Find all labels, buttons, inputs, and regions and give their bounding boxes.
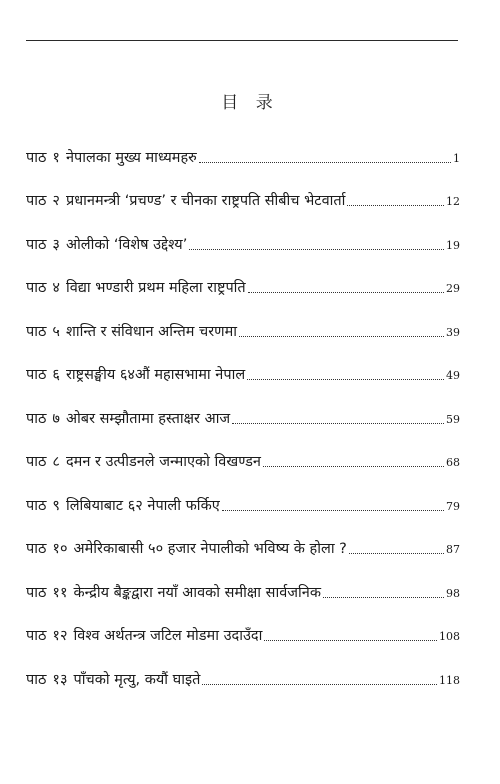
lesson-title: अमेरिकाबासी ५० हजार नेपालीको भविष्य के होला ? <box>73 541 347 557</box>
lesson-number: ३ <box>52 236 60 253</box>
lesson-prefix: पाठ <box>26 193 47 209</box>
lesson-prefix: पाठ <box>26 628 47 644</box>
lesson-prefix: पाठ <box>26 280 47 296</box>
toc-entry[interactable] <box>26 516 460 560</box>
toc-entry[interactable] <box>26 603 460 647</box>
toc-entry[interactable] <box>26 255 460 299</box>
lesson-number: ६ <box>52 367 60 383</box>
page-number: 12 <box>446 195 460 208</box>
lesson-prefix: पाठ <box>26 541 47 557</box>
lesson-title: नेपालका मुख्य माध्यमहरु <box>65 149 197 166</box>
lesson-title: शान्ति र संविधान अन्तिम चरणमा <box>65 323 238 340</box>
lesson-number: २ <box>52 193 60 209</box>
page-number: 98 <box>446 586 460 600</box>
lesson-prefix: पाठ <box>26 497 47 514</box>
lesson-prefix: पाठ <box>26 367 47 383</box>
toc-entry[interactable] <box>26 559 460 603</box>
dot-leader <box>239 336 444 337</box>
page-number: 1 <box>453 151 460 165</box>
dot-leader <box>247 379 444 380</box>
lesson-number: १ <box>52 149 60 166</box>
lesson-title: पाँचको मृत्यु, कयौं घाइते <box>73 671 201 688</box>
page-number: 19 <box>446 238 460 252</box>
lesson-prefix: पाठ <box>26 410 47 427</box>
lesson-title: विश्व अर्थतन्त्र जटिल मोडमा उदाउँदा <box>73 628 263 644</box>
lesson-number: १० <box>52 541 68 557</box>
lesson-number: ११ <box>52 584 68 601</box>
toc-entry[interactable] <box>26 342 460 386</box>
dot-leader <box>349 553 444 554</box>
page-number: 87 <box>446 543 460 556</box>
table-of-contents <box>26 124 460 690</box>
lesson-prefix: पाठ <box>26 584 47 601</box>
dot-leader <box>264 640 437 641</box>
toc-heading: 目 录 <box>221 93 279 113</box>
dot-leader <box>323 597 444 598</box>
dot-leader <box>199 162 451 163</box>
lesson-prefix: पाठ <box>26 454 47 470</box>
lesson-title: ओबर सम्झौतामा हस्ताक्षर आज <box>65 410 231 427</box>
toc-entry[interactable] <box>26 168 460 212</box>
toc-entry[interactable] <box>26 472 460 516</box>
toc-entry[interactable] <box>26 211 460 255</box>
toc-entry[interactable] <box>26 646 460 690</box>
page-number: 68 <box>446 456 460 469</box>
dot-leader <box>202 684 437 685</box>
dot-leader <box>347 205 444 206</box>
header-rule <box>26 40 458 41</box>
toc-entry[interactable] <box>26 298 460 342</box>
lesson-title: केन्द्रीय बैङ्कद्वारा नयाँ आवको समीक्षा सार्वजनिक <box>73 584 321 601</box>
lesson-prefix: पाठ <box>26 671 47 688</box>
dot-leader <box>232 423 444 424</box>
lesson-title: लिबियाबाट ६२ नेपाली फर्किए <box>65 497 220 514</box>
page-number: 59 <box>446 412 460 426</box>
lesson-prefix: पाठ <box>26 323 47 340</box>
lesson-title: ओलीको ‘विशेष उद्देश्य’ <box>65 236 188 253</box>
dot-leader <box>189 249 444 250</box>
lesson-prefix: पाठ <box>26 149 47 166</box>
lesson-number: ५ <box>52 323 60 340</box>
lesson-prefix: पाठ <box>26 236 47 253</box>
page-number: 29 <box>446 282 460 295</box>
dot-leader <box>222 510 444 511</box>
toc-entry[interactable] <box>26 429 460 473</box>
lesson-number: ९ <box>52 497 60 514</box>
lesson-number: १३ <box>52 671 68 688</box>
lesson-number: ८ <box>52 454 60 470</box>
dot-leader <box>248 292 444 293</box>
lesson-title: दमन र उत्पीडनले जन्माएको विखण्डन <box>65 454 261 470</box>
lesson-title: राष्ट्रसङ्घीय ६४औं महासभामा नेपाल <box>65 367 246 383</box>
page-number: 79 <box>446 499 460 513</box>
page-number: 39 <box>446 325 460 339</box>
page-number: 49 <box>446 369 460 382</box>
lesson-number: १२ <box>52 628 68 644</box>
lesson-number: ७ <box>52 410 60 427</box>
lesson-title: प्रधानमन्त्री ‘प्रचण्ड’ र चीनका राष्ट्रपति सीबीच भेटवार्ता <box>65 193 346 209</box>
page-number: 108 <box>439 630 460 643</box>
toc-entry[interactable] <box>26 385 460 429</box>
page-number: 118 <box>439 673 460 687</box>
lesson-number: ४ <box>52 280 60 296</box>
lesson-title: विद्या भण्डारी प्रथम महिला राष्ट्रपति <box>65 280 246 296</box>
dot-leader <box>263 466 444 467</box>
toc-entry[interactable] <box>26 124 460 168</box>
